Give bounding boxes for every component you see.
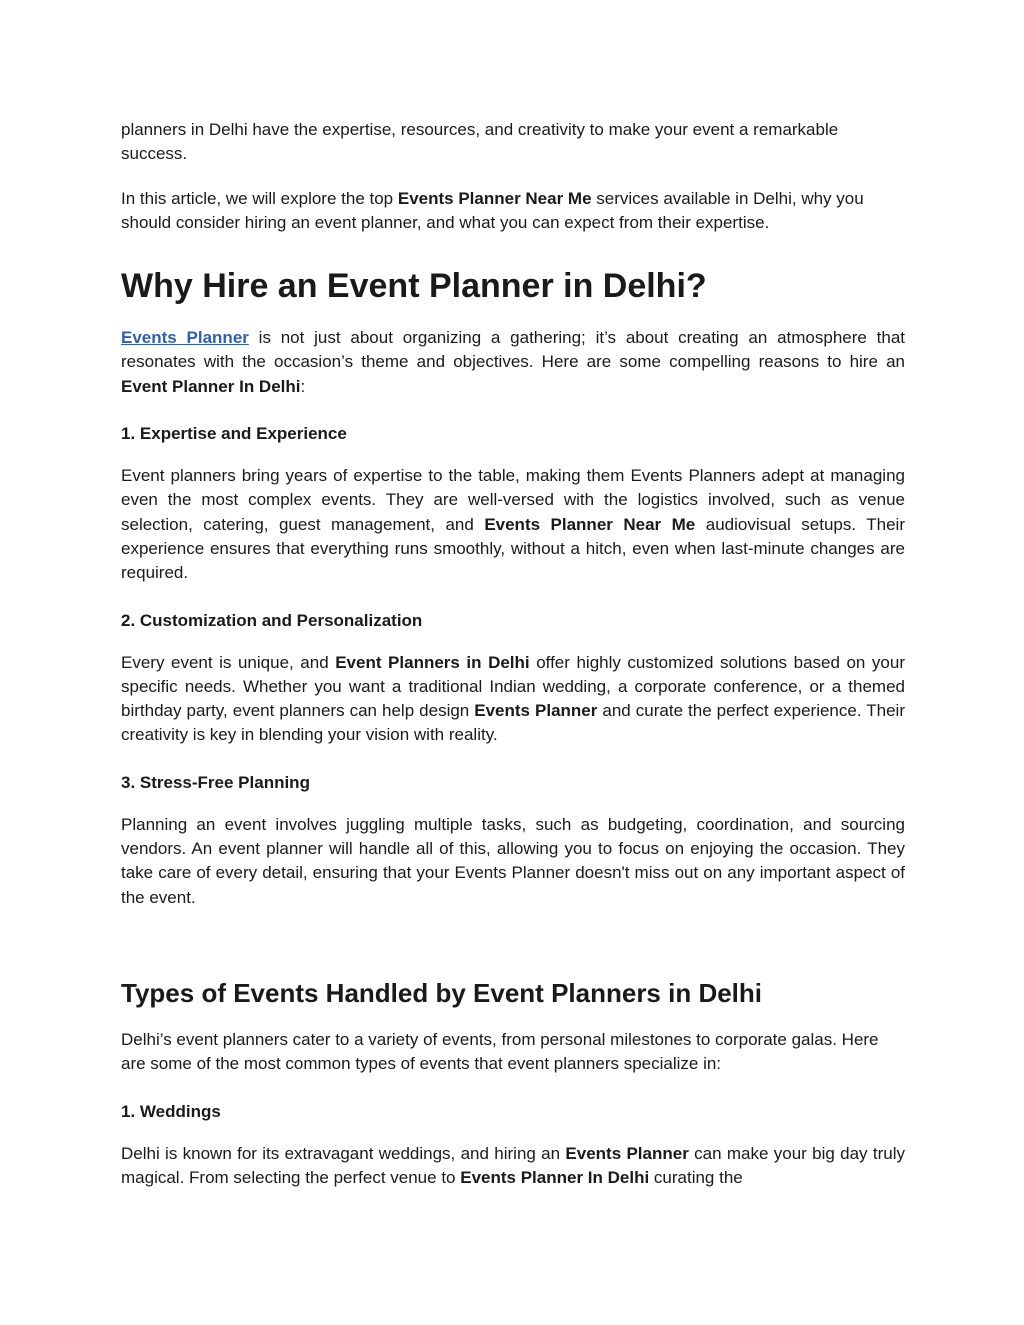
subheading-stress-free: 3. Stress-Free Planning [121,772,310,792]
text-run: is not just about organizing a gathering; it’s about creating an atmosphere that resonates with the occasion’s theme and objectives. Here are some compelling reasons to hire an [121,328,906,372]
keyword-bold: Events Planner [565,1143,689,1163]
types-intro-paragraph: Delhi’s event planners cater to a variety of events, from personal milestones to corporate galas. Here are some of the most common types of events that event planners specialize in: [121,1029,879,1074]
section-heading-why-hire: Why Hire an Event Planner in Delhi? [121,267,707,306]
events-planner-link[interactable]: Events Planner [121,328,249,348]
section-heading-types-of-events: Types of Events Handled by Event Planners in Delhi [121,977,763,1008]
text-run: Every event is unique, and [121,652,336,672]
customization-paragraph [121,651,905,748]
stress-free-paragraph: Planning an event involves juggling multiple tasks, such as budgeting, coordination, and sourcing vendors. An event planner will handle all of this, allowing you to focus on enjoying the occasion. They take care of every detail, ensuring that your Events Planner doesn't miss out on any important aspect of the event. [121,814,905,907]
intro-paragraph-2 [121,187,905,236]
keyword-bold: Events Planner Near Me [397,188,592,208]
subheading-weddings: 1. Weddings [121,1101,221,1121]
text-run: Delhi is known for its extravagant weddings, and hiring an [121,1143,566,1163]
text-run: services available in Delhi, why you should consider hiring an event planner, and what you can expect from their expertise. [121,188,864,232]
keyword-bold: Events Planner Near Me [484,514,696,534]
keyword-bold: Events Planner [474,701,598,721]
text-run: : [300,376,306,396]
text-run: Event planners bring years of expertise to the table, making them Events Planners adept at managing even the most complex events. They are well-versed with the logistics involved, such as venue selection, catering, guest management, and [121,466,905,534]
keyword-bold: Event Planners in Delhi [335,652,530,672]
text-run: In this article, we will explore the top [121,188,398,208]
text-run: can make your big day truly magical. From selecting the perfect venue to [121,1143,905,1187]
intro-paragraph-1: planners in Delhi have the expertise, resources, and creativity to make your event a remarkable success. [121,120,839,164]
text-run: audiovisual setups. Their experience ensures that everything runs smoothly, without a hitch, even when last-minute changes are required. [121,514,905,583]
document-page [121,114,905,1190]
keyword-bold: Events Planner In Delhi [460,1167,650,1187]
text-run: and curate the perfect experience. Their creativity is key in blending your vision with reality. [121,701,905,745]
expertise-paragraph [121,464,905,585]
text-run: offer highly customized solutions based on your specific needs. Whether you want a traditional Indian wedding, a corporate conference, or a themed birthday party, event planners can help design [121,652,906,721]
text-run: curating the [649,1167,743,1187]
weddings-paragraph [121,1142,905,1191]
subheading-customization: 2. Customization and Personalization [121,610,423,630]
keyword-bold: Event Planner In Delhi [121,376,301,396]
why-hire-intro-paragraph [121,326,905,399]
subheading-expertise: 1. Expertise and Experience [121,424,347,444]
